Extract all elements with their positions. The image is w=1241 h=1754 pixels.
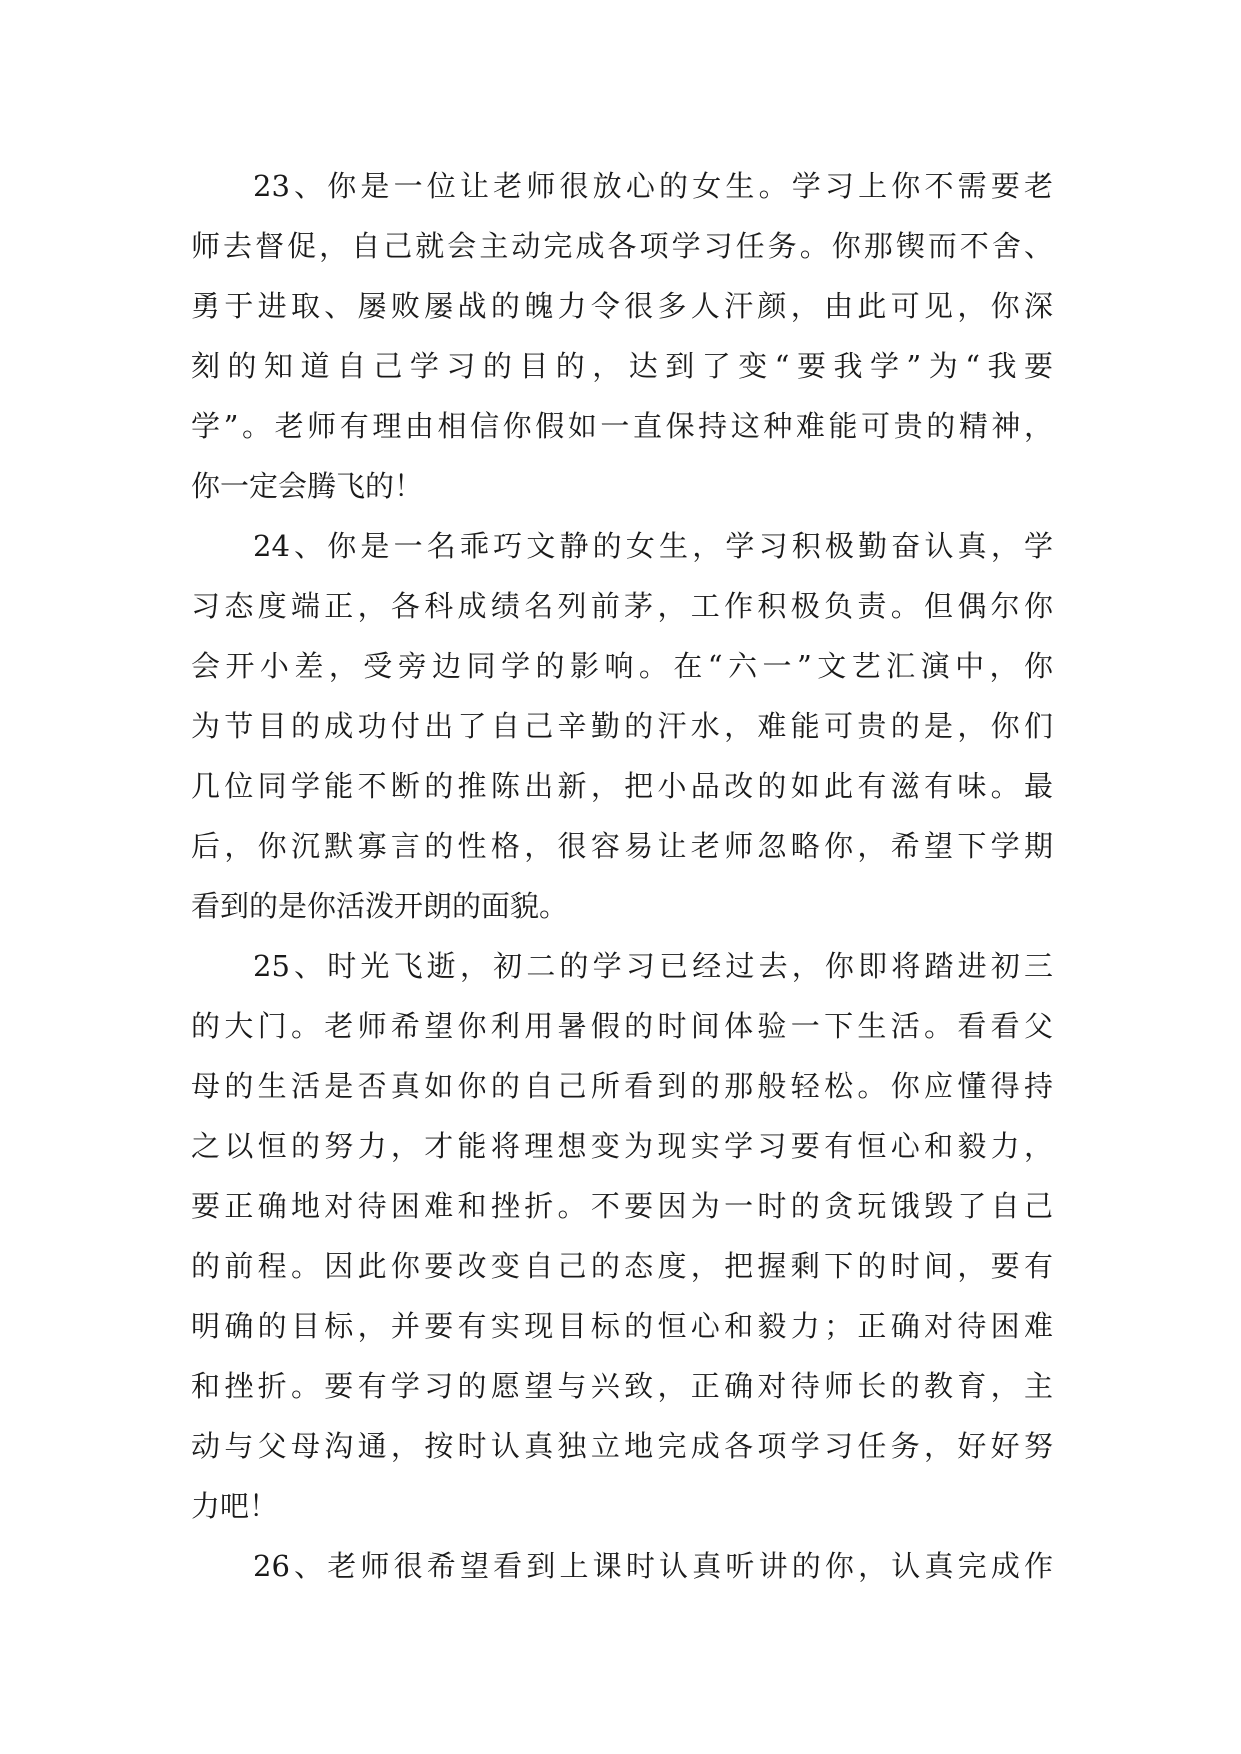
- text-line: 26、老师很希望看到上课时认真听讲的你，认真完成作: [253, 1549, 1053, 1583]
- text-line: 之以恒的努力，才能将理想变为现实学习要有恒心和毅力，: [191, 1129, 1053, 1163]
- text-line: 的大门。老师希望你利用暑假的时间体验一下生活。看看父: [191, 1009, 1053, 1043]
- paragraph-25: [191, 936, 1053, 1536]
- text-line: 刻的知道自己学习的目的，达到了变“要我学”为“我要: [191, 349, 1053, 383]
- text-line: 力吧！: [191, 1489, 279, 1523]
- text-line: 习态度端正，各科成绩名列前茅，工作积极负责。但偶尔你: [191, 589, 1053, 623]
- text-line: 你一定会腾飞的！: [191, 469, 424, 503]
- text-line: 24、你是一名乖巧文静的女生，学习积极勤奋认真，学: [253, 529, 1053, 563]
- paragraph-26: [191, 1536, 1053, 1596]
- text-line: 看到的是你活泼开朗的面貌。: [191, 889, 569, 923]
- paragraph-23: [191, 156, 1053, 516]
- text-line: 母的生活是否真如你的自己所看到的那般轻松。你应懂得持: [191, 1069, 1053, 1103]
- text-line: 的前程。因此你要改变自己的态度，把握剩下的时间，要有: [191, 1249, 1053, 1283]
- text-line: 23、你是一位让老师很放心的女生。学习上你不需要老: [253, 169, 1053, 203]
- text-line: 和挫折。要有学习的愿望与兴致，正确对待师长的教育，主: [191, 1369, 1053, 1403]
- text-line: 会开小差，受旁边同学的影响。在“六一”文艺汇演中，你: [191, 649, 1053, 683]
- text-line: 要正确地对待困难和挫折。不要因为一时的贪玩饿毁了自己: [191, 1189, 1053, 1223]
- text-line: 勇于进取、屡败屡战的魄力令很多人汗颜，由此可见，你深: [191, 289, 1053, 323]
- text-line: 学”。老师有理由相信你假如一直保持这种难能可贵的精神，: [191, 409, 1053, 443]
- text-line: 明确的目标，并要有实现目标的恒心和毅力；正确对待困难: [191, 1309, 1053, 1343]
- text-line: 为节目的成功付出了自己辛勤的汗水，难能可贵的是，你们: [191, 709, 1053, 743]
- text-line: 25、时光飞逝，初二的学习已经过去，你即将踏进初三: [253, 949, 1053, 983]
- text-line: 动与父母沟通，按时认真独立地完成各项学习任务，好好努: [191, 1429, 1053, 1463]
- text-line: 几位同学能不断的推陈出新，把小品改的如此有滋有味。最: [191, 769, 1053, 803]
- text-line: 师去督促，自己就会主动完成各项学习任务。你那锲而不舍、: [191, 229, 1053, 263]
- document-page: [191, 156, 1053, 1596]
- text-line: 后，你沉默寡言的性格，很容易让老师忽略你，希望下学期: [191, 829, 1053, 863]
- paragraph-24: [191, 516, 1053, 936]
